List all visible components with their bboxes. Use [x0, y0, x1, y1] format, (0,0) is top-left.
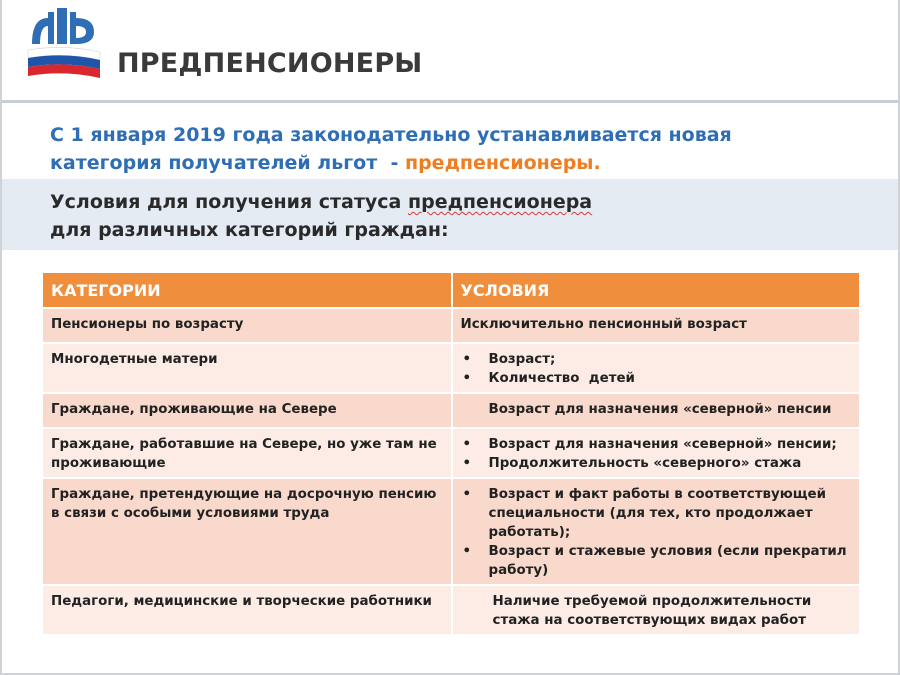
- list-item-text: Возраст и стажевые условия (если прекратил работу): [488, 544, 847, 578]
- bullet-icon: •: [462, 456, 472, 471]
- category-cell: Пенсионеры по возрасту: [43, 308, 452, 343]
- conditions-line-1: [50, 188, 850, 216]
- conditions-line-1-text: Условия для получения статуса: [50, 191, 408, 213]
- condition-list: [461, 485, 852, 580]
- condition-cell: [452, 428, 861, 478]
- bullet-icon: •: [462, 437, 472, 452]
- condition-list: [461, 350, 852, 388]
- category-cell: Многодетные матери: [43, 343, 452, 393]
- list-item: [461, 542, 852, 580]
- condition-text: Возраст для назначения «северной» пенсии: [488, 402, 832, 417]
- list-item-text: Возраст и факт работы в соответствующей специальности (для тех, кто продолжает работать);: [488, 487, 826, 540]
- condition-cell: [452, 478, 861, 585]
- list-item-text: Продолжительность «северного» стажа: [488, 456, 802, 471]
- condition-cell: [452, 343, 861, 393]
- condition-cell: [452, 308, 861, 343]
- conditions-line-2: для различных категорий граждан:: [50, 219, 449, 241]
- conditions-title: [50, 188, 850, 244]
- list-item: [461, 454, 852, 473]
- table-row: [43, 585, 860, 634]
- column-header-conditions: УСЛОВИЯ: [452, 273, 861, 308]
- category-cell: Граждане, проживающие на Севере: [43, 393, 452, 428]
- list-item-text: Возраст;: [488, 352, 556, 367]
- bullet-icon: •: [462, 487, 472, 502]
- pfr-logo-icon: [24, 8, 104, 84]
- list-item: [461, 350, 852, 369]
- condition-list: [461, 435, 852, 473]
- intro-text: [50, 121, 850, 177]
- list-item-text: Возраст для назначения «северной» пенсии;: [488, 437, 837, 452]
- list-item: [461, 369, 852, 388]
- bullet-icon: •: [462, 371, 472, 386]
- condition-text: Исключительно пенсионный возраст: [460, 317, 747, 332]
- column-header-categories: КАТЕГОРИИ: [43, 273, 452, 308]
- table-row: [43, 478, 860, 585]
- table-row: [43, 343, 860, 393]
- category-cell: Педагоги, медицинские и творческие работники: [43, 585, 452, 634]
- categories-table: [43, 273, 861, 634]
- page-title: ПРЕДПЕНСИОНЕРЫ: [117, 48, 423, 79]
- table-row: [43, 428, 860, 478]
- intro-line-2-text: категория получателей льгот -: [50, 152, 405, 174]
- bullet-icon: •: [462, 352, 472, 367]
- table-row: [43, 393, 860, 428]
- condition-cell: [452, 393, 861, 428]
- table-row: [43, 308, 860, 343]
- header: [2, 0, 898, 103]
- bullet-icon: •: [462, 544, 472, 559]
- category-cell: Граждане, претендующие на досрочную пенсию в связи с особыми условиями труда: [43, 478, 452, 585]
- list-item-text: Количество детей: [488, 371, 635, 386]
- list-item: [461, 485, 852, 542]
- condition-cell: [452, 585, 861, 634]
- intro-line-1: С 1 января 2019 года законодательно устанавливается новая: [50, 124, 732, 146]
- category-cell: Граждане, работавшие на Севере, но уже там не проживающие: [43, 428, 452, 478]
- condition-text: Наличие требуемой продолжительности стажа на соответствующих видах работ: [492, 594, 812, 628]
- intro-line-2: [50, 149, 850, 177]
- table-header-row: [43, 273, 860, 308]
- list-item: [461, 435, 852, 454]
- conditions-underlined-term: предпенсионера: [407, 191, 593, 213]
- intro-accent-term: предпенсионеры.: [404, 152, 601, 174]
